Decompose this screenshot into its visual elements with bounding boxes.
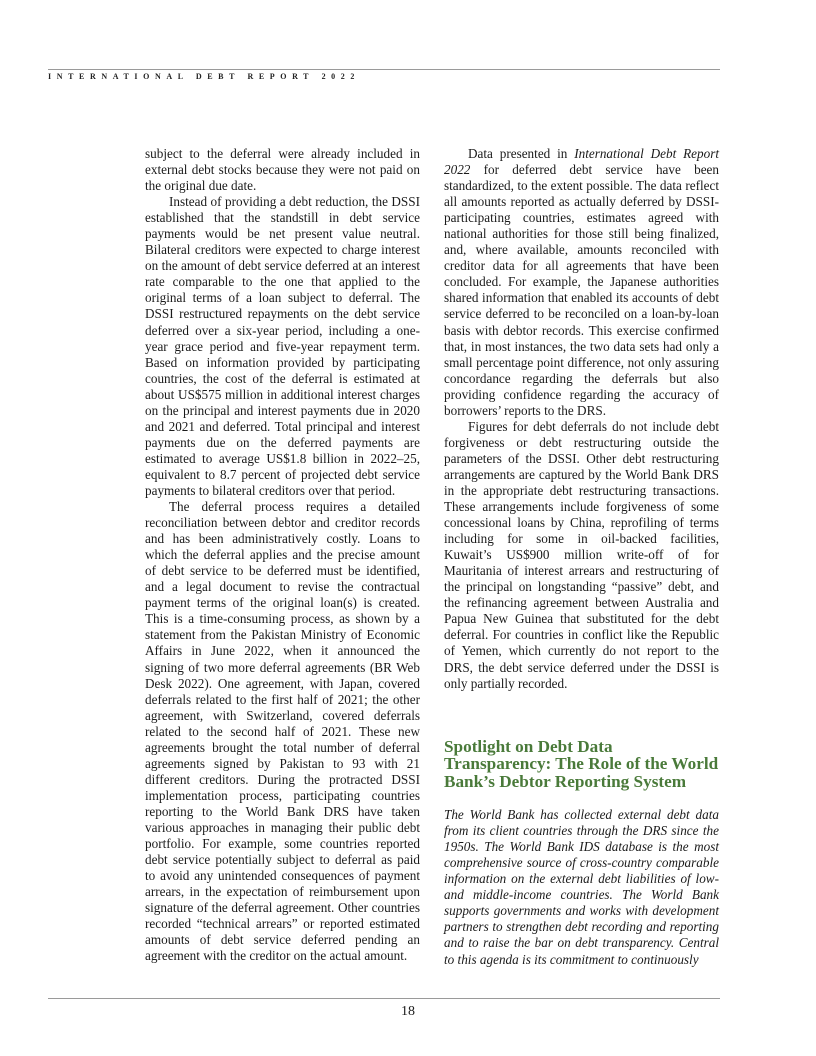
running-header: INTERNATIONAL DEBT REPORT 2022: [48, 72, 360, 81]
spotlight-heading: Spotlight on Debt Data Transparency: The Role of the World Bank’s Debtor Reporting System: [444, 736, 719, 791]
paragraph: The deferral process requires a detailed reconciliation between debtor and creditor records and has been administratively costly. Loans to which the deferral applies and the precise amount of debt service to be deferred must be identified, and a legal document to revise the contractual payment terms of the original loan(s) is created. This is a time-consuming process, as shown by a statement from the Pakistan Ministry of Economic Affairs in June 2022, when it announced the signing of two more deferral agreements (BR Web Desk 2022). One agreement, with Japan, covered deferrals related to the first half of 2021; the other agreement, with Switzerland, covered deferrals related to the second half of 2021. These new agreements brought the total number of deferral agreements signed by Pakistan to 93 with 21 different creditors. During the protracted DSSI implementation process, participating countries reporting to the World Bank DRS have taken various approaches in managing their public debt portfolio. For example, some countries reported debt service potentially subject to deferral as paid to avoid any unintended consequences of payment arrears, in the expectation of reimbursement upon signature of the deferral agreement. Other countries recorded “technical arrears” or reported estimated amounts of debt service deferred pending an agreement with the creditor on the actual amount.: [145, 499, 420, 964]
spotlight-body: The World Bank has collected external debt data from its client countries through the DRS since the 1950s. The World Bank IDS database is the most comprehensive source of cross-country comparable information on the external debt liabilities of low- and middle-income countries. The World Bank supports governments and works with development partners to strengthen debt recording and reporting and to raise the bar on debt transparency. Central to this agenda is its commitment to continuously: [444, 807, 719, 967]
paragraph: Figures for debt deferrals do not include debt forgiveness or debt restructuring outside the parameters of the DSSI. Other debt restructuring arrangements are captured by the World Bank DRS in the appropriate debt restructuring transactions. These arrangements include forgiveness of some concessional loans by China, reprofiling of terms including for some in oil-backed facilities, Kuwait’s US$900 million write-off of for Mauritania of interest arrears and restructuring of the principal on longstanding “passive” debt, and the refinancing agreement between Australia and Papua New Guinea that substituted for the debt deferral. For countries in conflict like the Republic of Yemen, which currently do not report to the DRS, the debt service deferred under the DSSI is only partially recorded.: [444, 418, 719, 691]
text-run: for deferred debt service have been standardized, to the extent possible. The data reflect all amounts reported as actually deferred by DSSI-participating countries, estimates agreed with national authorities for those still being finalized, and, where available, amounts reconciled with creditor data for all agreements that have been concluded. For example, the Japanese authorities shared information that enabled its accounts of debt service deferred to be reconciled on a loan-by-loan basis with debtor records. This exercise confirmed that, in most instances, the two data sets had only a small percentage point difference, not only assuring concordance regarding the deferrals but also providing confidence regarding the accuracy of borrowers’ reports to the DRS.: [444, 162, 719, 418]
left-column: [145, 146, 420, 964]
paragraph: Instead of providing a debt reduction, the DSSI established that the standstill in debt service payments would be net present value neutral. Bilateral creditors were expected to charge interest on the amount of debt service deferred at an interest rate comparable to the one that applied to the original terms of a loan subject to deferral. The DSSI restructured repayments on the debt service deferred over a six-year period, including a one-year grace period and five-year repayment term. Based on information provided by participating countries, the cost of the deferral is estimated at about US$575 million in additional interest charges on the principal and interest payments due in 2020 and 2021 and deferred. Total principal and interest payments due on the deferred payments are estimated to average US$1.8 billion in 2022–25, equivalent to 8.7 percent of projected debt service payments to bilateral creditors over that period.: [145, 194, 420, 498]
paragraph: subject to the deferral were already included in external debt stocks because they were not paid on the original due date.: [145, 146, 420, 194]
text-run: Data presented in: [468, 146, 575, 161]
page-number: 18: [401, 1004, 415, 1019]
report-title: International Debt Report 2022: [444, 146, 719, 178]
footer-rule: [48, 998, 720, 999]
paragraph: [444, 146, 719, 419]
right-column: [444, 146, 719, 968]
header-rule: [48, 69, 720, 70]
